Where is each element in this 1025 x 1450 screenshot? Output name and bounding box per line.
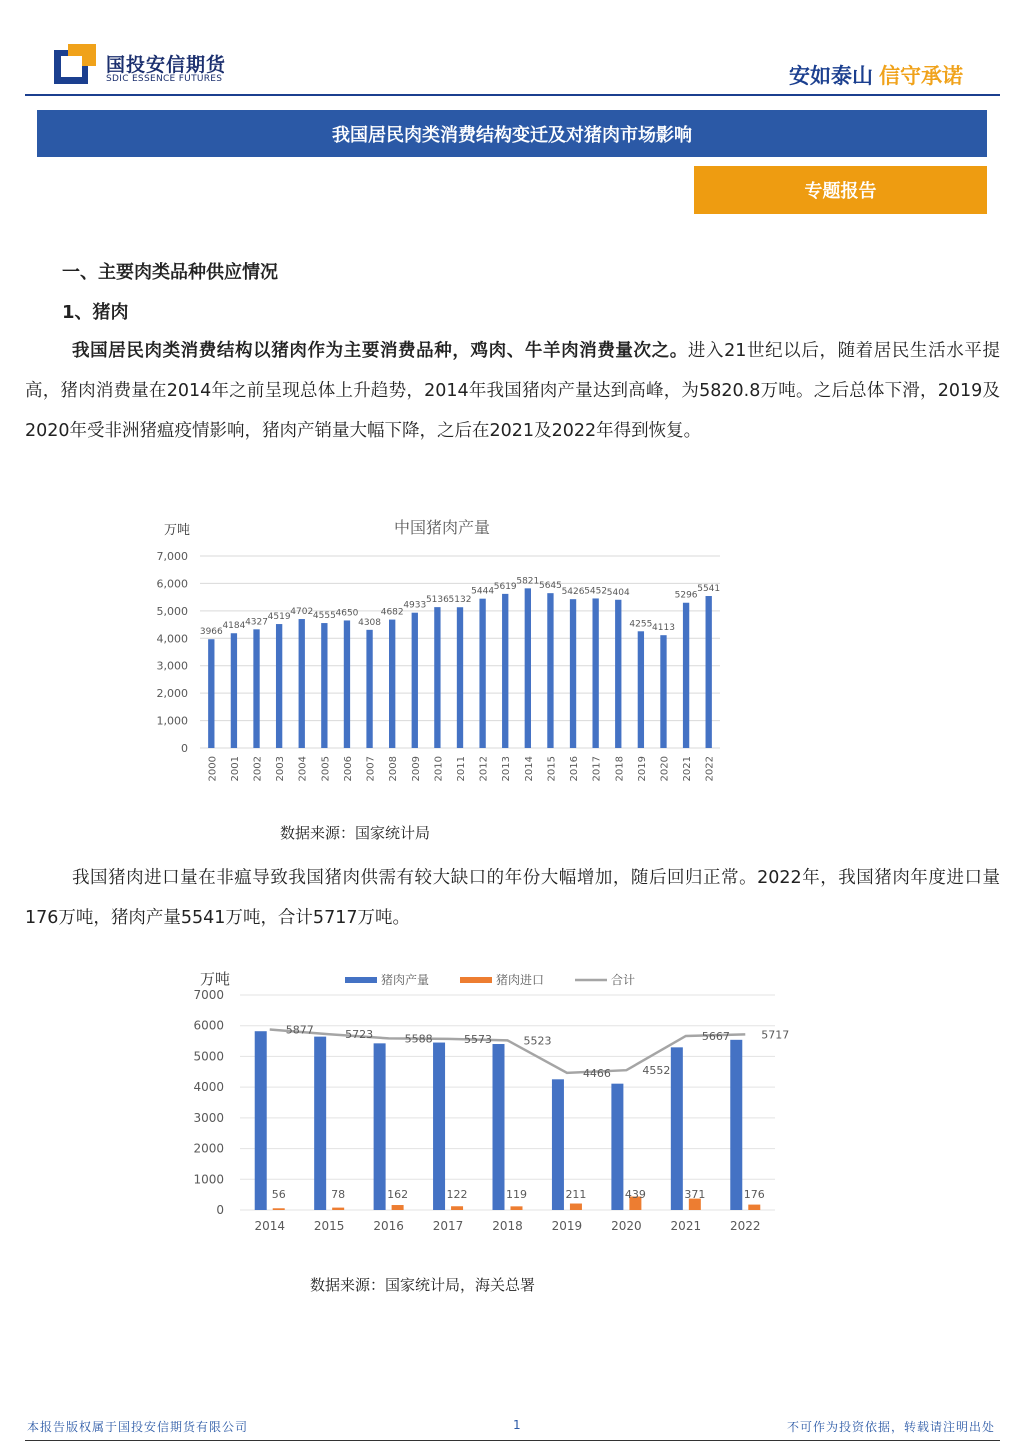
chart1-bar [231,633,237,748]
chart2-production-bar [611,1084,623,1210]
chart2-legend-label: 猪肉进口 [496,973,545,987]
chart1-bar [547,593,553,748]
chart1-bar [253,629,259,748]
chart2-production-bar [255,1031,267,1210]
chart2-ytick-label: 2000 [193,1141,224,1156]
chart2-ytick-label: 4000 [193,1080,224,1095]
chart1-bar [321,623,327,748]
footer-divider [25,1440,1000,1441]
logo-chinese-name: 国投安信期货 [106,54,227,76]
chart1-xtick-label: 2020 [659,756,671,782]
logo-english-name: SDIC ESSENCE FUTURES [106,74,223,84]
chart1-data-label: 5645 [538,581,562,592]
chart2-ytick-label: 6000 [193,1018,224,1033]
chart1-xtick-label: 2011 [456,756,467,782]
chart2-import-label: 211 [565,1188,587,1201]
chart2-legend-swatch [460,977,492,983]
chart2-import-label: 78 [331,1188,346,1201]
chart1-ytick-label: 2,000 [156,687,188,701]
chart1-data-label: 5136 [425,595,449,606]
chart1-bar [660,635,666,748]
chart2-xtick-label: 2018 [492,1219,523,1233]
chart1-ytick-label: 3,000 [156,659,188,673]
footer-disclaimer: 不可作为投资依据，转载请注明出处 [786,1420,995,1434]
chart1-bar [638,631,644,748]
chart1-bar [208,639,214,748]
chart2-ytick-label: 5000 [193,1049,224,1064]
chart1-bar [299,619,305,748]
chart1-data-label: 5821 [516,576,540,587]
chart2-total-label: 5723 [345,1028,374,1042]
chart2-import-label: 176 [743,1188,765,1201]
chart1-xtick-label: 2003 [275,756,287,782]
header-divider [25,94,1000,96]
chart1-data-label: 4184 [222,621,246,632]
chart2-xtick-label: 2021 [670,1219,702,1233]
chart2-production-bar [493,1044,505,1210]
chart2-total-label: 5667 [701,1029,730,1043]
chart1-xtick-label: 2017 [591,756,603,782]
chart1-bar [457,607,463,748]
chart2-import-bar [570,1204,582,1210]
chart1-ylabel: 万吨 [164,523,191,538]
subsection-heading: 1、猪肉 [62,302,129,323]
chart2-total-label: 4552 [642,1064,671,1078]
chart2-production-bar [730,1040,742,1210]
chart1-bar [570,599,576,748]
chart1-data-label: 5452 [584,586,608,597]
chart2-legend-label: 合计 [611,973,636,987]
chart2-total-label: 5877 [285,1023,314,1037]
chart1-xtick-label: 2010 [433,756,445,782]
chart1-bar [344,620,350,748]
chart1-xtick-label: 2014 [523,756,535,782]
chart1-ytick-label: 6,000 [156,577,188,591]
chart1-data-label: 5541 [697,584,721,595]
pork-supply-chart [180,962,820,1242]
chart2-import-bar [511,1206,523,1210]
chart1-xtick-label: 2009 [410,756,422,782]
footer-page-number: 1 [513,1418,521,1432]
chart2-ytick-label: 3000 [193,1110,224,1125]
chart1-data-label: 5619 [493,581,517,592]
chart1-data-label: 5444 [471,586,495,597]
chart2-xtick-label: 2022 [730,1219,761,1233]
chart2-import-bar [332,1208,344,1210]
chart2-production-bar [671,1047,683,1210]
chart1-xtick-label: 2000 [207,756,219,782]
chart2-xtick-label: 2017 [432,1219,464,1233]
company-logo-icon [54,44,96,84]
chart2-total-label: 5573 [464,1032,493,1046]
chart2-ytick-label: 0 [216,1203,224,1217]
chart2-total-label: 5523 [523,1034,552,1048]
slogan [789,60,963,90]
chart1-bar [615,600,621,748]
chart1-xtick-label: 2008 [388,756,400,782]
chart2-production-bar [552,1079,564,1210]
chart1-bar [502,594,508,748]
chart2-xtick-label: 2015 [313,1219,345,1233]
chart1-data-label: 4113 [652,623,675,634]
chart2-total-label: 4466 [582,1066,611,1080]
chart1-bar [389,620,395,748]
chart1-ytick-label: 5,000 [156,604,188,618]
chart1-data-label: 4308 [358,617,382,628]
chart1-data-label: 4255 [629,619,653,630]
chart1-ytick-label: 0 [181,742,188,755]
chart2-xtick-label: 2019 [551,1219,583,1233]
report-type-tag [694,166,987,214]
chart2-import-label: 119 [506,1188,527,1201]
chart1-ytick-label: 4,000 [156,632,188,646]
chart1-xtick-label: 2022 [704,756,716,782]
slogan-part2: 信守承诺 [879,64,963,88]
chart1-bar [683,603,689,748]
chart2-legend-label: 猪肉产量 [381,973,430,987]
chart1-data-label: 5426 [561,587,585,598]
chart1-xtick-label: 2021 [682,756,694,782]
paragraph-2: 我国猪肉进口量在非瘟导致我国猪肉供需有较大缺口的年份大幅增加，随后回归正常。2022年，我国猪肉年度进口量176万吨，猪肉产量5541万吨，合计5717万吨。 [25,868,1000,928]
chart2-import-bar [392,1205,404,1210]
chart1-data-label: 3966 [199,627,223,638]
chart2-production-bar [314,1037,326,1210]
chart2-legend-swatch [345,977,377,983]
chart2-import-label: 371 [684,1188,706,1201]
chart2-import-label: 56 [271,1188,286,1201]
chart2-production-bar [433,1043,445,1210]
chart1-xtick-label: 2013 [501,756,513,782]
chart1-xtick-label: 2001 [229,756,241,782]
chart1-bar [525,588,531,748]
chart1-xtick-label: 2016 [569,756,581,782]
chart1-bar [412,613,418,748]
chart1-bar [479,599,485,748]
chart1-data-label: 5404 [606,587,630,598]
chart1-data-label: 4650 [335,608,359,619]
chart2-source: 数据来源：国家统计局，海关总署 [310,1276,536,1294]
chart2-ytick-label: 1000 [193,1172,224,1187]
chart1-xtick-label: 2012 [478,756,490,782]
chart1-data-label: 5296 [674,590,698,601]
chart1-bar [366,630,372,748]
report-title: 我国居民肉类消费结构变迁及对猪肉市场影响 [332,124,692,146]
chart1-xtick-label: 2018 [614,756,626,782]
chart2-production-bar [374,1043,386,1210]
chart2-total-label: 5717 [761,1028,790,1042]
chart1-title: 中国猪肉产量 [393,518,491,537]
chart1-xtick-label: 2019 [636,756,648,782]
chart2-total-label: 5588 [404,1032,433,1046]
paragraph-1 [25,331,1000,451]
chart1-xtick-label: 2007 [365,756,377,782]
chart2-import-bar [451,1206,463,1210]
chart1-data-label: 4555 [312,611,336,622]
paragraph-1-lead: 我国居民肉类消费结构以猪肉作为主要消费品种，鸡肉、牛羊肉消费量次之。 [72,341,688,361]
chart2-import-label: 162 [387,1188,409,1201]
chart1-xtick-label: 2005 [320,756,332,782]
pork-production-chart [150,508,730,798]
chart1-data-label: 4519 [267,612,291,623]
chart1-ytick-label: 1,000 [156,714,188,728]
chart1-bar [434,607,440,748]
footer-copyright: 本报告版权属于国投安信期货有限公司 [27,1420,249,1434]
report-type-label: 专题报告 [804,181,877,202]
chart2-import-bar [273,1208,285,1210]
chart2-xtick-label: 2014 [254,1219,285,1233]
chart1-bar [706,596,712,748]
slogan-part1: 安如泰山 [789,64,873,88]
report-title-bar [37,110,987,157]
chart1-xtick-label: 2002 [252,756,264,782]
chart1-xtick-label: 2004 [297,756,309,782]
chart2-import-label: 122 [446,1188,468,1201]
chart1-data-label: 4702 [290,607,314,618]
chart1-source: 数据来源：国家统计局 [280,824,431,842]
chart1-data-label: 4682 [380,607,404,618]
chart1-data-label: 4327 [245,617,268,628]
chart2-ytick-label: 7000 [193,988,224,1002]
chart1-data-label: 4933 [403,600,427,611]
chart1-bar [276,624,282,748]
chart1-xtick-label: 2015 [546,756,558,782]
chart1-ytick-label: 7,000 [156,550,188,563]
chart2-xtick-label: 2020 [611,1219,642,1233]
chart2-xtick-label: 2016 [373,1219,404,1233]
chart1-bar [592,598,598,748]
chart2-import-label: 439 [624,1188,646,1201]
section-heading: 一、主要肉类品种供应情况 [62,262,278,283]
chart1-data-label: 5132 [448,595,472,606]
paragraph-1-body: 进入21世纪以后，随着居民生活水平提高，猪肉消费量在2014年之前呈现总体上升趋势，2014年我国猪肉产量达到高峰，为5820.8万吨。之后总体下滑，2019及2020年受非洲猪瘟疫情影响，猪肉产销量大幅下降，之后在2021及2022年得到恢复。 [25,341,1000,441]
chart1-xtick-label: 2006 [342,756,354,782]
chart2-ylabel: 万吨 [200,970,231,988]
chart2-import-bar [748,1205,760,1210]
